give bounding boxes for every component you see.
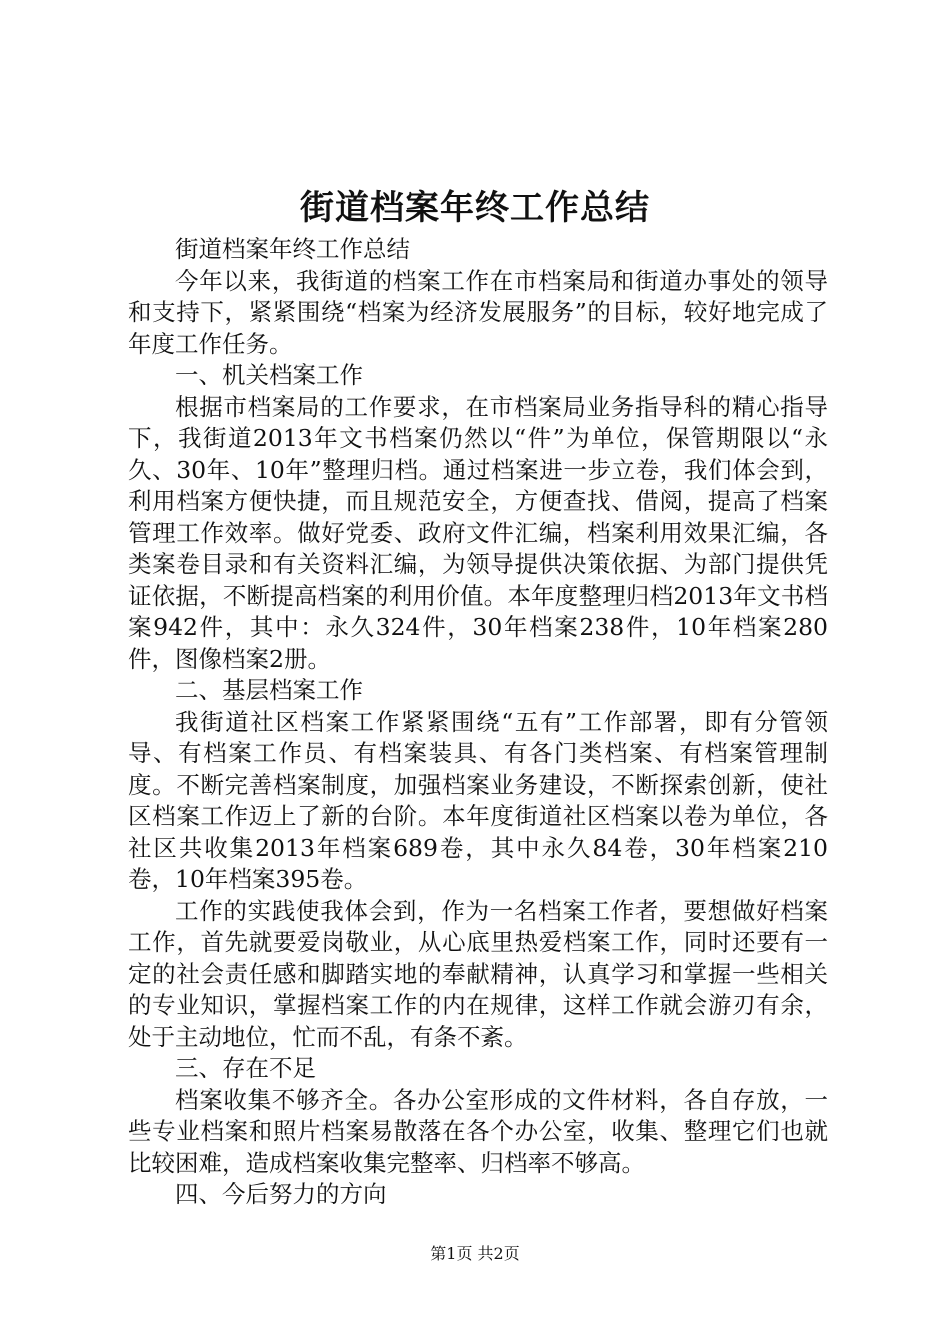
page-footer: 第1页 共2页 [430, 1244, 520, 1263]
paragraph-section-2: 我街道社区档案工作紧紧围绕“五有”工作部署，即有分管领导、有档案工作员、有档案装具、有各门类档案、有档案管理制度。不断完善档案制度，加强档案业务建设，不断探索创新，使社区档案工作迈上了新的台阶。本年度街道社区档案以卷为单位，各社区共收集2013年档案689卷，其中永久84卷，30年档案210卷，10年档案395卷。 [128, 707, 828, 893]
section-heading-2: 二、基层档案工作 [175, 676, 363, 704]
document-body [128, 234, 828, 1211]
paragraph-subtitle: 街道档案年终工作总结 [175, 235, 410, 263]
section-heading-1: 一、机关档案工作 [175, 361, 363, 389]
document-title: 街道档案年终工作总结 [300, 188, 650, 228]
paragraph-experience: 工作的实践使我体会到，作为一名档案工作者，要想做好档案工作，首先就要爱岗敬业，从心底里热爱档案工作，同时还要有一定的社会责任感和脚踏实地的奉献精神，认真学习和掌握一些相关的专业知识，掌握档案工作的内在规律，这样工作就会游刃有余，处于主动地位，忙而不乱，有条不紊。 [128, 896, 828, 1051]
paragraph-section-3: 档案收集不够齐全。各办公室形成的文件材料，各自存放，一些专业档案和照片档案易散落在各个办公室，收集、整理它们也就比较困难，造成档案收集完整率、归档率不够高。 [128, 1085, 828, 1177]
paragraph-intro: 今年以来，我街道的档案工作在市档案局和街道办事处的领导和支持下，紧紧围绕“档案为经济发展服务”的目标，较好地完成了年度工作任务。 [128, 266, 828, 358]
section-heading-4: 四、今后努力的方向 [175, 1180, 387, 1208]
paragraph-section-1: 根据市档案局的工作要求，在市档案局业务指导科的精心指导下，我街道2013年文书档案仍然以“件”为单位，保管期限以“永久、30年、10年”整理归档。通过档案进一步立卷，我们体会到，利用档案方便快捷，而且规范安全，方便查找、借阅，提高了档案管理工作效率。做好党委、政府文件汇编，档案利用效果汇编，各类案卷目录和有关资料汇编，为领导提供决策依据、为部门提供凭证依据，不断提高档案的利用价值。本年度整理归档2013年文书档案942件，其中：永久324件，30年档案238件，10年档案280件，图像档案2册。 [128, 392, 828, 673]
section-heading-3: 三、存在不足 [175, 1054, 316, 1082]
